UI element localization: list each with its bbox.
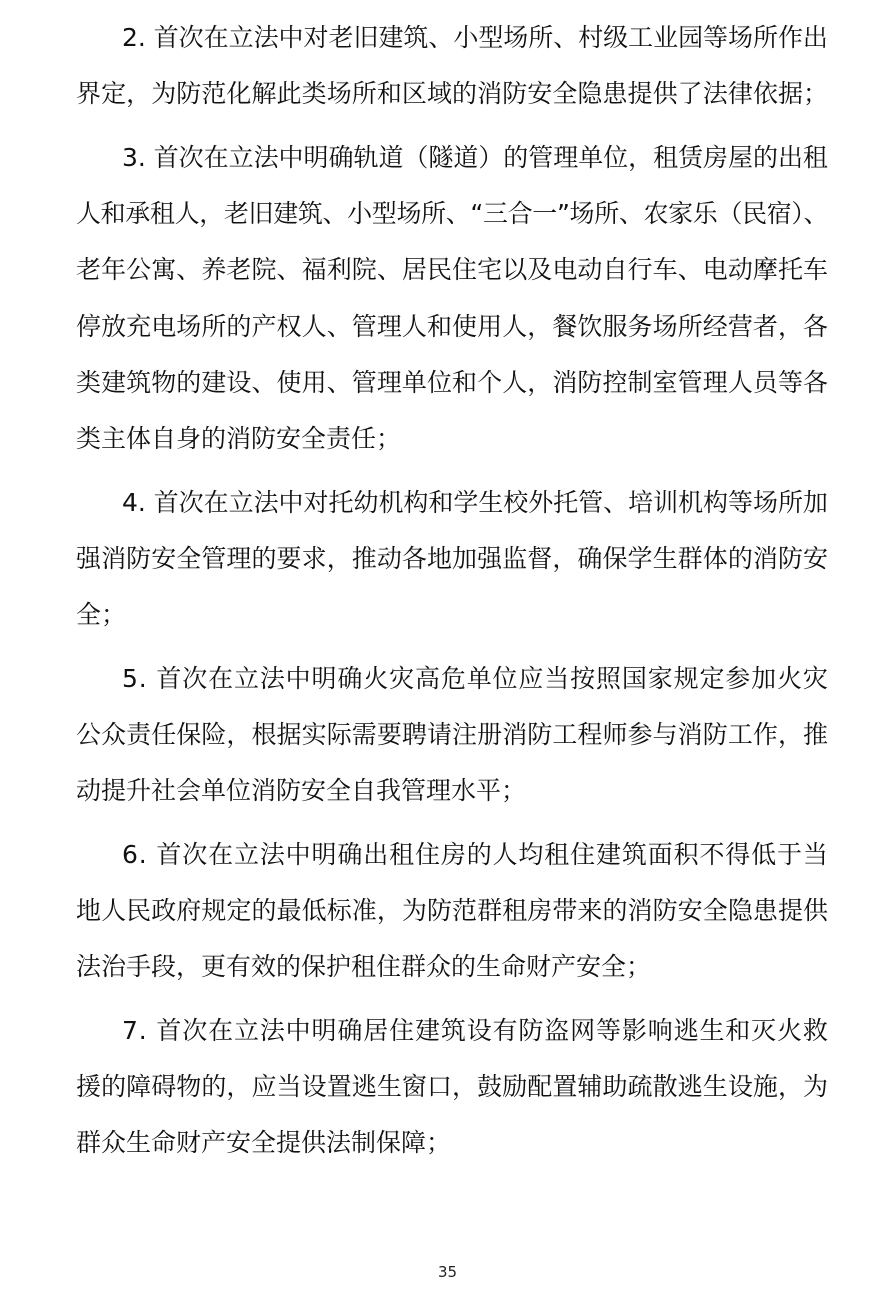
paragraph-5-line-2: 公众责任保险，根据实际需要聘请注册消防工程师参与消防工作，推	[76, 720, 829, 749]
paragraph-7-line-3: 群众生命财产安全提供法制保障；	[76, 1128, 452, 1157]
paragraph-3-line-6: 类主体自身的消防安全责任；	[76, 424, 402, 453]
paragraph-5-line-3: 动提升社会单位消防安全自我管理水平；	[76, 776, 527, 805]
paragraph-6-line-3: 法治手段，更有效的保护租住群众的生命财产安全；	[76, 952, 652, 981]
paragraph-3-line-2: 人和承租人，老旧建筑、小型场所、“三合一”场所、农家乐（民宿）、	[76, 199, 829, 228]
paragraph-3-line-3: 老年公寓、养老院、福利院、居民住宅以及电动自行车、电动摩托车	[76, 255, 829, 284]
paragraph-5-line-1: 5. 首次在立法中明确火灾高危单位应当按照国家规定参加火灾	[122, 664, 829, 693]
paragraph-7-line-1: 7. 首次在立法中明确居住建筑设有防盗网等影响逃生和灭火救	[122, 1016, 829, 1045]
paragraph-2-line-2: 界定，为防范化解此类场所和区域的消防安全隐患提供了法律依据；	[76, 79, 829, 108]
paragraph-4-line-3: 全；	[76, 600, 127, 629]
paragraph-4-line-2: 强消防安全管理的要求，推动各地加强监督，确保学生群体的消防安	[76, 544, 829, 573]
paragraph-7-line-2: 援的障碍物的，应当设置逃生窗口，鼓励配置辅助疏散逃生设施，为	[76, 1072, 829, 1101]
paragraph-6-line-2: 地人民政府规定的最低标准，为防范群租房带来的消防安全隐患提供	[76, 896, 829, 925]
page-number: 35	[437, 1263, 458, 1281]
paragraph-2-line-1: 2. 首次在立法中对老旧建筑、小型场所、村级工业园等场所作出	[122, 23, 828, 52]
paragraph-4-line-1: 4. 首次在立法中对托幼机构和学生校外托管、培训机构等场所加	[122, 488, 828, 517]
paragraph-3-line-4: 停放充电场所的产权人、管理人和使用人，餐饮服务场所经营者，各	[76, 312, 829, 341]
paragraph-3-line-5: 类建筑物的建设、使用、管理单位和个人，消防控制室管理人员等各	[76, 368, 829, 397]
paragraph-3-line-1: 3. 首次在立法中明确轨道（隧道）的管理单位，租赁房屋的出租	[122, 143, 828, 172]
paragraph-6-line-1: 6. 首次在立法中明确出租住房的人均租住建筑面积不得低于当	[122, 840, 829, 869]
